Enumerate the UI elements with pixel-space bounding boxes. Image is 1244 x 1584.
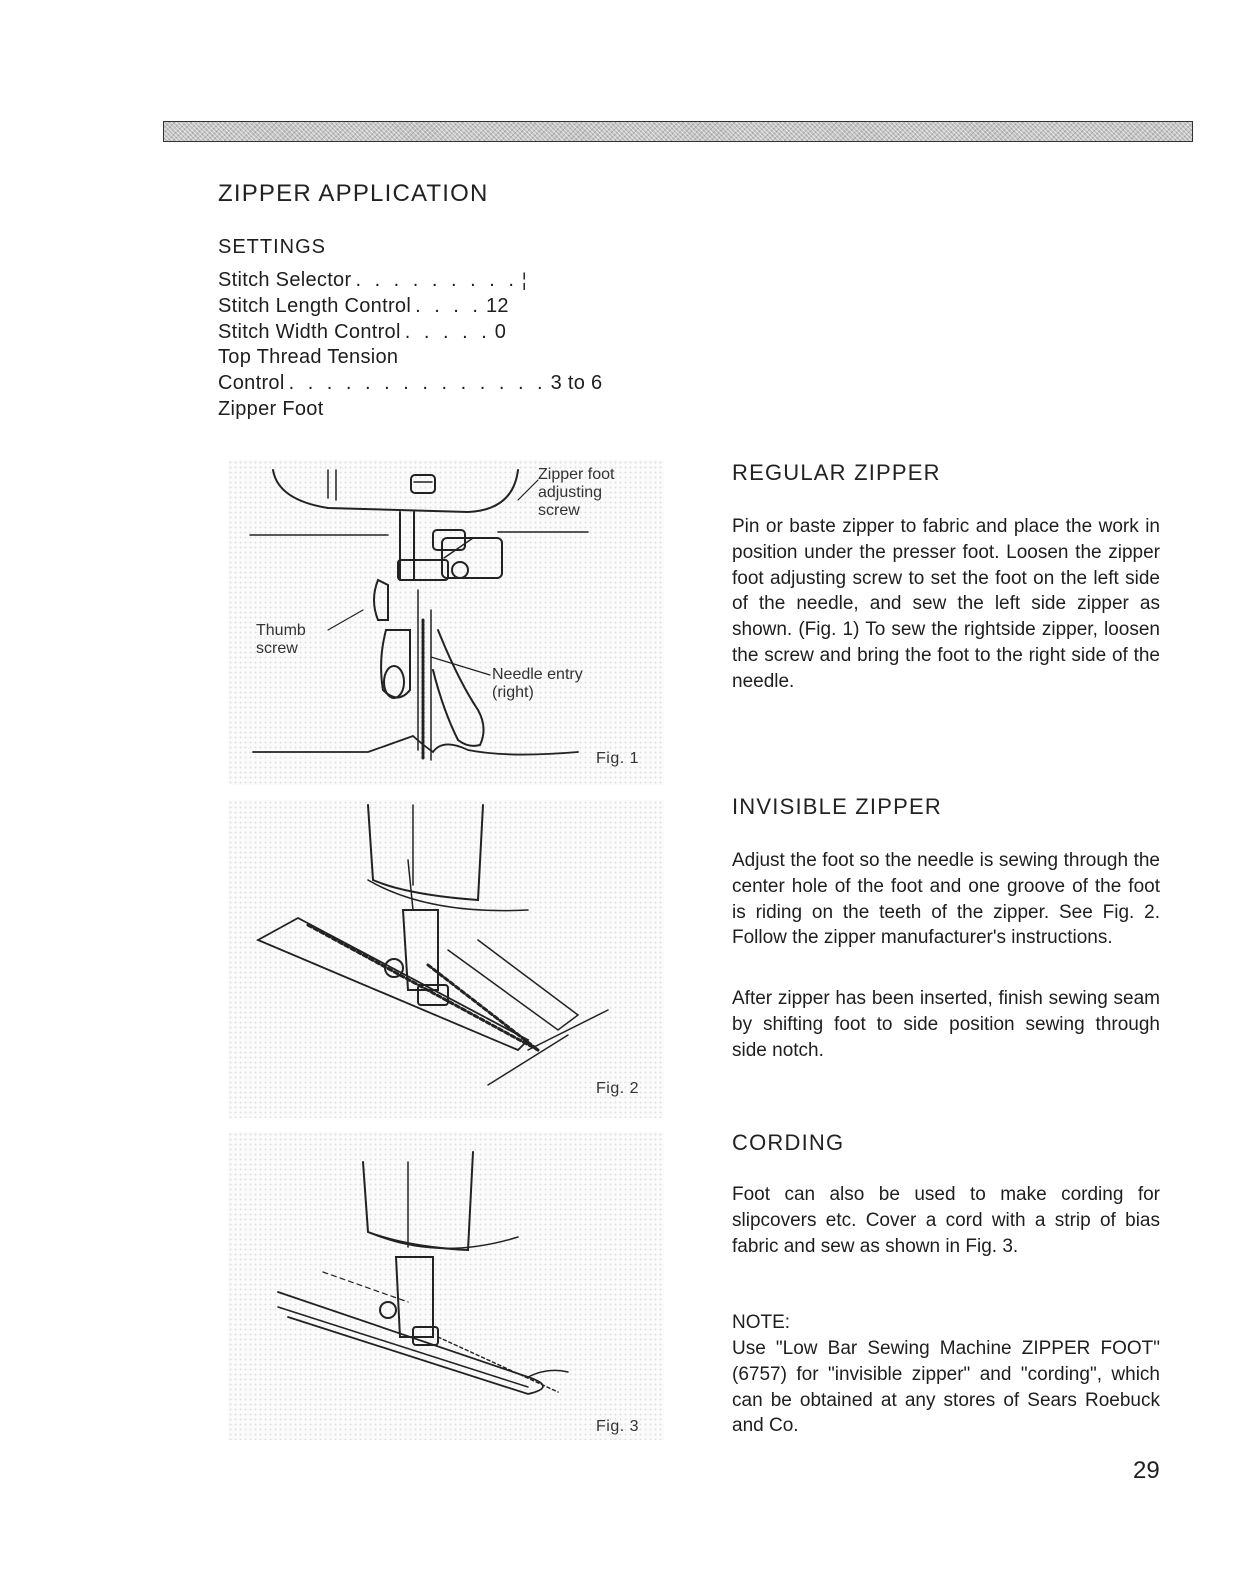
callout-needle-entry	[492, 666, 583, 702]
setting-row	[218, 268, 598, 294]
page-title: ZIPPER APPLICATION	[218, 180, 489, 207]
callout-thumb-screw	[256, 622, 306, 658]
regular-zipper-text: Pin or baste zipper to fabric and place the work in position under the presser foot. Loosen the zipper foot adjusting screw to set the foot on the left side of the needle, and sew the left side zipper as shown. (Fig. 1) To sew the rightside zipper, loosen the screw and bring the foot to the right side of the needle.	[732, 516, 1160, 692]
invisible-zipper-text-2: After zipper has been inserted, finish sewing seam by shifting foot to side position sewing through side notch.	[732, 988, 1160, 1061]
setting-row	[218, 294, 598, 320]
fig3-label: Fig. 3	[596, 1418, 640, 1435]
setting-label: Control	[218, 372, 285, 395]
setting-label: Stitch Selector	[218, 269, 352, 291]
figure-3	[228, 1132, 664, 1440]
fig1-label: Fig. 1	[596, 750, 640, 767]
note-label: NOTE:	[732, 1312, 791, 1333]
fig3-illustration	[228, 1132, 664, 1440]
header-bar	[163, 121, 1193, 142]
setting-label: Stitch Width Control	[218, 320, 401, 343]
callout-line: Needle entry	[492, 666, 583, 683]
setting-value: 3 to 6	[550, 372, 603, 395]
fig2-label: Fig. 2	[596, 1080, 640, 1097]
setting-row	[218, 371, 603, 397]
callout-line: (right)	[492, 684, 534, 701]
settings-heading: SETTINGS	[218, 236, 327, 258]
callout-line: screw	[256, 640, 298, 657]
setting-row	[218, 320, 598, 346]
setting-row	[218, 345, 598, 371]
callout-line: adjusting	[538, 484, 603, 501]
invisible-zipper-heading: INVISIBLE ZIPPER	[732, 794, 942, 819]
setting-leader: . . . . .	[404, 320, 491, 343]
setting-value: 12	[485, 294, 509, 317]
setting-label: Top Thread Tension	[218, 346, 399, 369]
setting-row	[218, 397, 598, 423]
fig2-illustration	[228, 800, 664, 1118]
invisible-zipper-text-1: Adjust the foot so the needle is sewing through the center hole of the foot and one groove of the foot is riding on the teeth of the zipper. See Fig. 2. Follow the zipper manufacturer's instructions.	[732, 850, 1160, 949]
note-text: Use "Low Bar Sewing Machine ZIPPER FOOT" (6757) for "invisible zipper" and "cording", which can be obtained at any stores of Sears Roebuck and Co.	[732, 1338, 1160, 1437]
cording-text: Foot can also be used to make cording for slipcovers etc. Cover a cord with a strip of bias fabric and sew as shown in Fig. 3.	[732, 1184, 1160, 1257]
callout-line: screw	[538, 502, 580, 519]
setting-label: Zipper Foot	[218, 397, 324, 420]
figure-1	[228, 460, 664, 785]
setting-value: 0	[494, 320, 507, 343]
regular-zipper-heading: REGULAR ZIPPER	[732, 460, 941, 485]
page-number: 29	[1133, 1457, 1160, 1484]
callout-line: Thumb	[256, 622, 306, 639]
callout-line: Zipper foot	[538, 466, 615, 483]
cording-heading: CORDING	[732, 1130, 845, 1155]
settings-list	[218, 268, 603, 423]
figure-2	[228, 800, 664, 1118]
setting-leader: . . . . . . . . . . . . . .	[288, 372, 547, 395]
setting-label: Stitch Length Control	[218, 294, 412, 317]
callout-zipper-foot-adjusting-screw	[538, 466, 614, 520]
setting-value: ¦	[521, 270, 527, 290]
setting-leader: . . . .	[415, 294, 482, 317]
setting-leader: . . . . . . . . .	[355, 269, 518, 291]
